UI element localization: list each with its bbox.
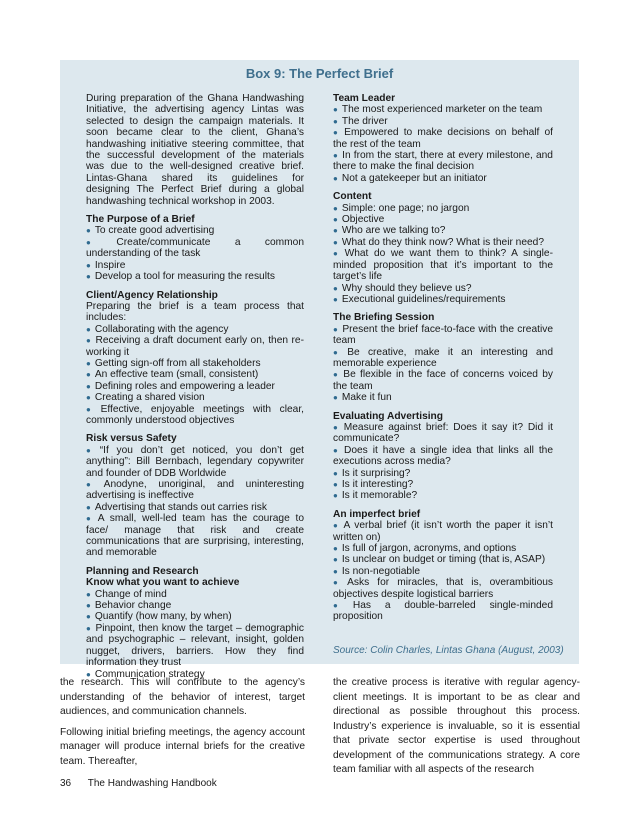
bullet-item: ● Advertising that stands out carries risk <box>86 502 304 513</box>
bullet-item: ● In from the start, there at every milestone, and there to make the final decision <box>333 150 553 173</box>
bullet-item: ● An effective team (small, consistent) <box>86 369 304 380</box>
bullet-item: ● Be flexible in the face of concerns voiced by the team <box>333 369 553 392</box>
bullet-item: ● Develop a tool for measuring the results <box>86 271 304 282</box>
body-paragraph: the research. This will contribute to the agency’s understanding of the behavior of interest, target audiences, and communication channels. <box>60 677 305 717</box>
bullet-item: ● Be creative, make it an interesting and memorable experience <box>333 347 553 370</box>
box-section <box>333 411 553 502</box>
box-left-column <box>86 93 304 687</box>
section-heading: Team Leader <box>333 93 396 104</box>
bullet-item: ● Change of mind <box>86 589 304 600</box>
bullet-item: ● Why should they believe us? <box>333 283 553 294</box>
bullet-item: ● What do they think now? What is their need? <box>333 237 553 248</box>
bullet-item: ● Empowered to make decisions on behalf of the rest of the team <box>333 127 553 150</box>
bullet-item: ● Asks for miracles, that is, overambitious objectives despite logistical barriers <box>333 577 553 600</box>
box-title: Box 9: The Perfect Brief <box>245 66 394 81</box>
box-intro <box>86 93 304 207</box>
body-paragraph: Following initial briefing meetings, the agency account manager will produce internal briefs for the creative team. Thereafter, <box>60 726 305 767</box>
box-section <box>333 312 553 403</box>
section-heading: Evaluating Advertising <box>333 410 444 422</box>
bullet-item: ● Create/communicate a common understanding of the task <box>86 237 304 260</box>
bullet-item: ● Simple: one page; no jargon <box>333 203 553 214</box>
box-section <box>86 214 304 282</box>
bullet-item: ● The driver <box>333 116 553 127</box>
bullet-item: ● Receiving a draft document early on, then re-working it <box>86 335 304 358</box>
intro-text: During preparation of the Ghana Handwashing Initiative, the advertising agency Lintas was selected to design the campaign materials. It soon became clear to the client, Ghana’s handwashing initiative steering committee, that the successful development of the materials was due to the well-designed creative brief. Lintas-Ghana shared its guidelines for designing The Perfect Brief during a global handwashing technical workshop in 2003. <box>86 93 304 207</box>
bullet-item: ● Not a gatekeeper but an initiator <box>333 173 553 184</box>
bullet-item: ● Has a double-barreled single-minded proposition <box>333 600 553 623</box>
section-heading: The Briefing Session <box>333 312 435 324</box>
book-title: The Handwashing Handbook <box>87 778 217 789</box>
body-left-column <box>60 676 305 775</box>
box-section <box>86 433 304 558</box>
bullet-item: ● Does it have a single idea that links all the executions across media? <box>333 445 553 468</box>
section-heading: The Purpose of a Brief <box>86 214 195 226</box>
box-section <box>86 290 304 427</box>
bullet-item: ● Present the brief face-to-face with the creative team <box>333 324 553 347</box>
section-heading: Content <box>333 191 372 203</box>
section-heading: Know what you want to achieve <box>86 577 240 589</box>
bullet-item: ● Effective, enjoyable meetings with clear, commonly understood objectives <box>86 404 304 427</box>
right-sections <box>333 93 553 623</box>
bullet-item: ● Pinpoint, then know the target – demographic and psychographic – relevant, insight, golden nugget, drivers, barriers. How they find information they trust <box>86 623 304 669</box>
bullet-item: ● Objective <box>333 214 553 225</box>
page-number: 36 <box>60 778 72 789</box>
bullet-item: ● Executional guidelines/requirements <box>333 294 553 305</box>
bullet-item: ● Is it memorable? <box>333 490 553 501</box>
bullet-item: ● Collaborating with the agency <box>86 324 304 335</box>
bullet-item: ● Is full of jargon, acronyms, and options <box>333 543 553 554</box>
bullet-item: ● “If you don’t get noticed, you don’t get anything”: Bill Bernbach, legendary copywriter and founder of DDB Worldwide <box>86 445 304 479</box>
bullet-item: ● What do we want them to think? A single-minded proposition that it’s important to the target’s life <box>333 248 553 282</box>
bullet-item: ● Quantify (how many, by when) <box>86 611 304 622</box>
bullet-item: ● Who are we talking to? <box>333 225 553 236</box>
bullet-item: ● Make it fun <box>333 392 553 403</box>
box-right-column <box>333 93 553 630</box>
page-footer <box>60 778 217 789</box>
bullet-item: ● Getting sign-off from all stakeholders <box>86 358 304 369</box>
box-section <box>333 509 553 623</box>
section-heading: Risk versus Safety <box>86 433 177 445</box>
box-section <box>333 93 553 184</box>
body-right-column <box>333 676 580 784</box>
left-sections <box>86 214 304 680</box>
bullet-item: ● Is it surprising? <box>333 468 553 479</box>
bullet-item: ● Is unclear on budget or timing (that is, ASAP) <box>333 554 553 565</box>
bullet-item: ● The most experienced marketer on the team <box>333 104 553 115</box>
section-heading: An imperfect brief <box>333 508 421 520</box>
bullet-item: ● A small, well-led team has the courage to face/ manage that risk and create communications that are surprising, interesting, and memorable <box>86 513 304 559</box>
bullet-item: ● Is it interesting? <box>333 479 553 490</box>
box-section <box>333 191 553 305</box>
box-section <box>86 566 304 680</box>
section-heading: Client/Agency Relationship <box>86 289 218 301</box>
section-heading: Planning and Research <box>86 565 199 577</box>
bullet-item: ● Communication strategy <box>86 669 304 680</box>
box-source: Source: Colin Charles, Lintas Ghana (August, 2003) <box>333 645 564 656</box>
bullet-item: ● Anodyne, unoriginal, and uninteresting advertising is ineffective <box>86 479 304 502</box>
bullet-item: ● Measure against brief: Does it say it? Did it communicate? <box>333 422 553 445</box>
bullet-item: ● Behavior change <box>86 600 304 611</box>
bullet-item: ● Is non-negotiable <box>333 566 553 577</box>
bullet-item: ● Creating a shared vision <box>86 392 304 403</box>
body-paragraph: the creative process is iterative with regular agency-client meetings. It is important to be as clear and directional as possible throughout this process. Industry’s experience is invaluable, so it is essential that private sector expertise is used throughout development of the communications strategy. A core team familiar with all aspects of the research <box>333 677 580 775</box>
bullet-item: ● Defining roles and empowering a leader <box>86 381 304 392</box>
bullet-item: ● Inspire <box>86 260 304 271</box>
bullet-item: ● A verbal brief (it isn’t worth the paper it isn’t written on) <box>333 520 553 543</box>
bullet-item: ● To create good advertising <box>86 225 304 236</box>
section-text: Preparing the brief is a team process that includes: <box>86 300 304 324</box>
